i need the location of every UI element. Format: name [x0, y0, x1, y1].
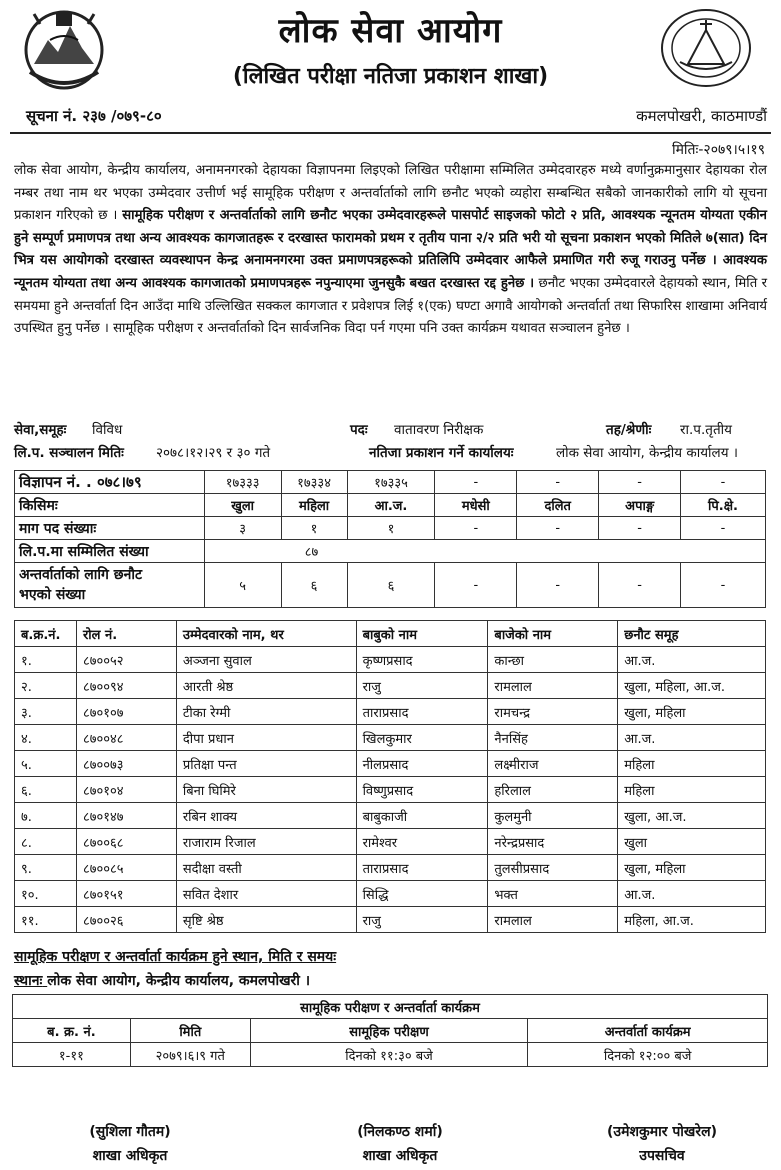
- table-row: [15, 471, 766, 494]
- col-header: रोल नं.: [76, 621, 176, 647]
- table-cell: भक्त: [488, 881, 618, 907]
- adv-number: -: [435, 471, 517, 494]
- service-value: विविध: [92, 422, 123, 438]
- table-row: [15, 855, 766, 881]
- table-row: [15, 647, 766, 673]
- table-cell: ८७००९४: [76, 673, 176, 699]
- table-cell: खुला, महिला: [618, 855, 766, 881]
- table-cell: सवित देशार: [176, 881, 356, 907]
- selected-cell: -: [435, 563, 517, 608]
- table-cell: आ.ज.: [618, 647, 766, 673]
- type-cell: अपाङ्ग: [599, 494, 681, 517]
- col-header: बाबुको नाम: [356, 621, 488, 647]
- candidates-table: [14, 620, 766, 933]
- table-cell: खुला, आ.ज.: [618, 803, 766, 829]
- table-cell: आरती श्रेष्ठ: [176, 673, 356, 699]
- venue-label: स्थानः: [14, 973, 43, 989]
- table-cell: राजु: [356, 907, 488, 933]
- schedule-cell: २०७९।६।९ गते: [130, 1043, 250, 1067]
- table-cell: ५.: [15, 751, 77, 777]
- signature-block: [552, 1120, 772, 1168]
- signature-block: [290, 1120, 510, 1168]
- table-cell: २.: [15, 673, 77, 699]
- signature-block: [20, 1120, 240, 1168]
- table-cell: ९.: [15, 855, 77, 881]
- table-row: [15, 881, 766, 907]
- table-row: [15, 699, 766, 725]
- table-cell: ८७००७३: [76, 751, 176, 777]
- exam-date-value: २०७८।१२।२९ र ३० गते: [156, 445, 271, 461]
- type-cell: महिला: [281, 494, 347, 517]
- table-cell: ८७०१४७: [76, 803, 176, 829]
- signatory-title: शाखा अधिकृत: [92, 1148, 168, 1164]
- col-header: अन्तर्वार्ता कार्यक्रम: [528, 1019, 768, 1043]
- table-cell: महिला, आ.ज.: [618, 907, 766, 933]
- post-label: पदः: [350, 422, 368, 438]
- table-cell: महिला: [618, 751, 766, 777]
- table-cell: ३.: [15, 699, 77, 725]
- col-header: छनौट समूह: [618, 621, 766, 647]
- quota-table: [14, 470, 766, 608]
- table-cell: ८७०१०४: [76, 777, 176, 803]
- adv-number: १७३३५: [347, 471, 435, 494]
- page-title: लोक सेवा आयोग: [278, 11, 503, 51]
- schedule-heading: सामूहिक परीक्षण र अन्तर्वार्ता कार्यक्रम हुने स्थान, मिति र समयः: [14, 949, 337, 965]
- table-row: [15, 494, 766, 517]
- demand-cell: -: [435, 517, 517, 540]
- selected-cell: -: [599, 563, 681, 608]
- table-cell: ताराप्रसाद: [356, 699, 488, 725]
- table-cell: लक्ष्मीराज: [488, 751, 618, 777]
- table-cell: ११.: [15, 907, 77, 933]
- candidates-table-body: [15, 647, 766, 933]
- adv-label: विज्ञापन नं. . ०७८।७९: [15, 471, 205, 494]
- table-row: [15, 563, 766, 608]
- table-cell: ८७०१५१: [76, 881, 176, 907]
- table-cell: सिद्धि: [356, 881, 488, 907]
- table-row: [15, 517, 766, 540]
- office-location: कमलपोखरी, काठमाण्डौं: [636, 107, 767, 125]
- type-cell: पि.क्षे.: [681, 494, 766, 517]
- table-cell: आ.ज.: [618, 725, 766, 751]
- selected-label-line-2: भएको संख्या: [19, 587, 86, 603]
- table-cell: १.: [15, 647, 77, 673]
- table-cell: हरिलाल: [488, 777, 618, 803]
- table-cell: बाबुकाजी: [356, 803, 488, 829]
- col-header: ब.क्र.नं.: [15, 621, 77, 647]
- table-row: [15, 829, 766, 855]
- notice-paragraph: [14, 160, 767, 341]
- level-label: तह/श्रेणीः: [606, 422, 652, 438]
- table-cell: बिना घिमिरे: [176, 777, 356, 803]
- table-cell: प्रतिक्षा पन्त: [176, 751, 356, 777]
- header-divider: [10, 132, 771, 134]
- signatory-name: (सुशिला गौतम): [89, 1124, 171, 1140]
- adv-number: -: [681, 471, 766, 494]
- table-cell: तुलसीप्रसाद: [488, 855, 618, 881]
- table-cell: रामचन्द्र: [488, 699, 618, 725]
- table-cell: नैनसिंह: [488, 725, 618, 751]
- office-label: नतिजा प्रकाशन गर्ने कार्यालयः: [369, 445, 514, 461]
- table-cell: ६.: [15, 777, 77, 803]
- signatory-title: शाखा अधिकृत: [362, 1148, 438, 1164]
- table-cell: विष्णुप्रसाद: [356, 777, 488, 803]
- attended-label: लि.प.मा सम्मिलित संख्या: [15, 540, 205, 563]
- selected-cell: -: [517, 563, 599, 608]
- table-cell: कुलमुनी: [488, 803, 618, 829]
- demand-cell: १: [281, 517, 347, 540]
- demand-cell: १: [347, 517, 435, 540]
- signatory-name: (निलकण्ठ शर्मा): [357, 1124, 443, 1140]
- table-cell: कान्छा: [488, 647, 618, 673]
- table-cell: नरेन्द्रप्रसाद: [488, 829, 618, 855]
- table-cell: १०.: [15, 881, 77, 907]
- office-value: लोक सेवा आयोग, केन्द्रीय कार्यालय ।: [556, 445, 738, 461]
- psc-seal-icon: [658, 6, 754, 90]
- service-label: सेवा,समूहः: [14, 422, 67, 438]
- table-cell: ८७००४८: [76, 725, 176, 751]
- table-cell: नीलप्रसाद: [356, 751, 488, 777]
- table-cell: कृष्णप्रसाद: [356, 647, 488, 673]
- demand-cell: -: [599, 517, 681, 540]
- table-row: [15, 751, 766, 777]
- table-row: [15, 907, 766, 933]
- table-cell: आ.ज.: [618, 881, 766, 907]
- type-cell: खुला: [204, 494, 281, 517]
- table-cell: दीपा प्रधान: [176, 725, 356, 751]
- paragraph-bold-text: सामूहिक परीक्षण र अन्तर्वार्ताको लागि छनौट भएका उम्मेदवारहरूले पासपोर्ट साइजको फोटो २ प्रति, आवश्यक न्यूनतम योग्यता एकीन हुने सम्पूर्ण प्रमाणपत्र तथा अन्य आवश्यक कागजातहरू र दरखास्त फारामको प्रथम र तृतीय पाना २/२ प्रति भरी यो सूचना प्रकाशन भएको मितिले ७(सात) दिन भित्र यस आयोगको दरखास्त व्यवस्थापन केन्द्र अनामनगरमा उक्त प्रमाणपत्रहरूको प्रतिलिपि उम्मेदवार आफैले प्रमाणित गरी रुजू गराउनु पर्नेछ । आवश्यक न्यूनतम योग्यता तथा अन्य आवश्यक कागजातको प्रमाणपत्रहरू नपुन्याएमा जुनसुकै बखत दरखास्त रद्द हुनेछ ।: [14, 208, 767, 291]
- level-value: रा.प.तृतीय: [680, 422, 732, 438]
- table-cell: रामेश्वर: [356, 829, 488, 855]
- table-cell: सृष्टि श्रेष्ठ: [176, 907, 356, 933]
- selected-cell: ५: [204, 563, 281, 608]
- col-header: उम्मेदवारको नाम, थर: [176, 621, 356, 647]
- table-cell: ८७००२६: [76, 907, 176, 933]
- selected-label: [15, 563, 205, 608]
- table-cell: रबिन शाक्य: [176, 803, 356, 829]
- table-header-row: [13, 1019, 768, 1043]
- schedule-cell: दिनको ११:३० बजे: [250, 1043, 528, 1067]
- table-row: [15, 803, 766, 829]
- demand-cell: -: [517, 517, 599, 540]
- demand-label: माग पद संख्याः: [15, 517, 205, 540]
- type-cell: दलित: [517, 494, 599, 517]
- table-cell: खिलकुमार: [356, 725, 488, 751]
- venue-value: लोक सेवा आयोग, केन्द्रीय कार्यालय, कमलपोखरी ।: [47, 973, 311, 989]
- table-cell: खुला: [618, 829, 766, 855]
- document-header: [0, 0, 781, 100]
- adv-number: -: [517, 471, 599, 494]
- selected-cell: ६: [281, 563, 347, 608]
- schedule-cell: १-११: [13, 1043, 131, 1067]
- table-cell: टीका रेग्मी: [176, 699, 356, 725]
- selected-cell: -: [681, 563, 766, 608]
- table-row: [15, 777, 766, 803]
- col-header: सामूहिक परीक्षण: [250, 1019, 528, 1043]
- paragraph-text-1: लोक सेवा आयोग, केन्द्रीय कार्यालय, अनामनगरको देहायका विज्ञापनमा लिइएको लिखित परीक्षामा सम्मिलित उम्मेदवारहरु मध्ये वर्णानुक्रमानुसार देहायका रोल नम्बर तथा नाम थर भएका उम्मेदवार उत्तीर्ण भई सामूहिक परीक्षण र अन्तर्वार्ताको लागि छनौट भएको व्यहोरा सम्बन्धित सबैको जानकारीको लागि यो सूचना प्रकाशन गरिएको छ ।: [14, 163, 767, 224]
- table-row: [15, 673, 766, 699]
- notice-date: मितिः-२०७९।५।१९: [671, 142, 765, 158]
- table-cell: राजाराम रिजाल: [176, 829, 356, 855]
- table-row: [15, 540, 766, 563]
- table-cell: ७.: [15, 803, 77, 829]
- attended-value: ८७: [204, 540, 765, 563]
- schedule-table: [12, 994, 768, 1067]
- table-cell: खुला, महिला: [618, 699, 766, 725]
- table-cell: राजु: [356, 673, 488, 699]
- selected-cell: ६: [347, 563, 435, 608]
- table-row: [15, 725, 766, 751]
- demand-cell: -: [681, 517, 766, 540]
- table-cell: महिला: [618, 777, 766, 803]
- demand-cell: ३: [204, 517, 281, 540]
- notice-number: सूचना नं. २३७ /०७९-८०: [26, 107, 162, 125]
- paragraph-text-2: छनौट भएका उम्मेदवारले देहायको स्थान, मिति र समयमा हुने अन्तर्वार्ता दिन आउँदा माथि उल्लिखित सक्कल कागजात र प्रवेशपत्र लिई १(एक) घण्टा अगावै आयोगको अन्तर्वार्ता तथा सिफारिस शाखामा अनिवार्य उपस्थित हुनु पर्नेछ । सामूहिक परीक्षण र अन्तर्वार्ताको दिन सार्वजनिक विदा पर्न गएमा पनि उक्त कार्यक्रम यथावत सञ्चालन हुनेछ ।: [14, 275, 767, 337]
- table-cell: सदीक्षा वस्ती: [176, 855, 356, 881]
- adv-number: -: [599, 471, 681, 494]
- table-cell: ८.: [15, 829, 77, 855]
- table-cell: ताराप्रसाद: [356, 855, 488, 881]
- col-header: ब. क्र. नं.: [13, 1019, 131, 1043]
- table-cell: ८७००८५: [76, 855, 176, 881]
- table-cell: ४.: [15, 725, 77, 751]
- signatory-title: उपसचिव: [639, 1148, 685, 1164]
- selected-label-line-1: अन्तर्वार्ताको लागि छनौट: [19, 567, 143, 583]
- table-row: [13, 1043, 768, 1067]
- type-cell: आ.ज.: [347, 494, 435, 517]
- type-cell: मधेसी: [435, 494, 517, 517]
- table-cell: ८७०१०७: [76, 699, 176, 725]
- col-header: मिति: [130, 1019, 250, 1043]
- signatory-name: (उमेशकुमार पोखरेल): [607, 1124, 717, 1140]
- table-cell: खुला, महिला, आ.ज.: [618, 673, 766, 699]
- schedule-cell: दिनको १२:०० बजे: [528, 1043, 768, 1067]
- table-cell: रामलाल: [488, 907, 618, 933]
- exam-date-label: लि.प. सञ्चालन मितिः: [14, 445, 124, 461]
- venue-line: [14, 971, 310, 990]
- adv-number: १७३३३: [204, 471, 281, 494]
- page-subtitle: (लिखित परीक्षा नतिजा प्रकाशन शाखा): [232, 64, 549, 89]
- table-cell: ८७००६८: [76, 829, 176, 855]
- type-label: किसिमः: [15, 494, 205, 517]
- table-cell: रामलाल: [488, 673, 618, 699]
- schedule-table-title: सामूहिक परीक्षण र अन्तर्वार्ता कार्यक्रम: [13, 995, 768, 1019]
- post-value: वातावरण निरीक्षक: [394, 422, 484, 438]
- table-cell: ८७००५२: [76, 647, 176, 673]
- adv-number: १७३३४: [281, 471, 347, 494]
- col-header: बाजेको नाम: [488, 621, 618, 647]
- table-cell: अञ्जना सुवाल: [176, 647, 356, 673]
- table-row: [13, 995, 768, 1019]
- table-header-row: [15, 621, 766, 647]
